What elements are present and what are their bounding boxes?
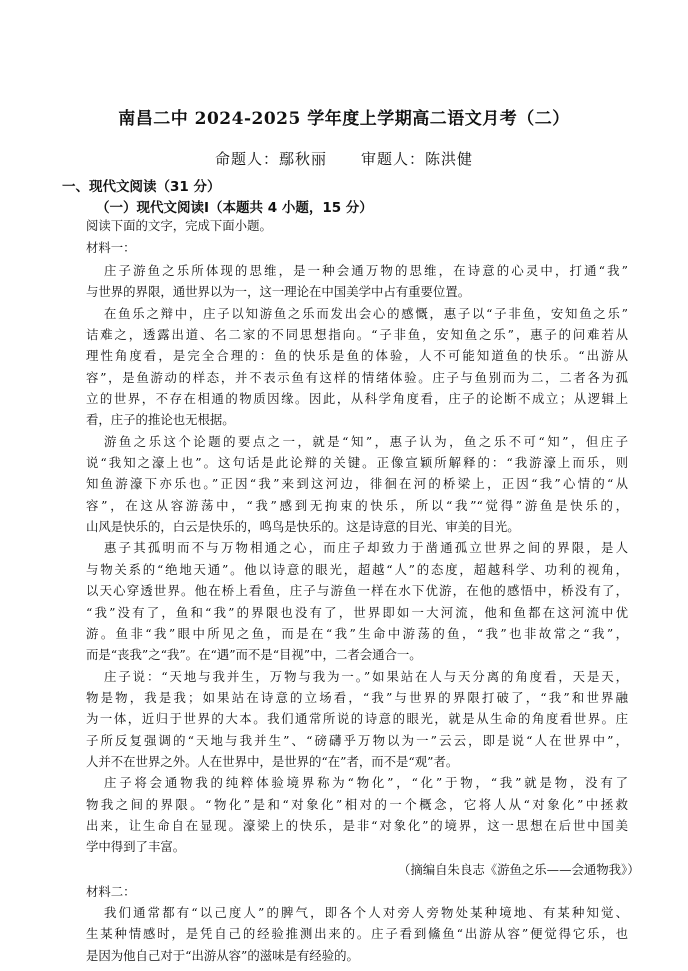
section-heading: 一、现代文阅读（31 分） [62,179,221,195]
material1-label: 材料一： [86,240,136,255]
material1-body [86,260,628,858]
paragraph-line: 容”，是鱼游动的样态，并不表示鱼有这样的情绪体验。庄子与鱼别而为二，二者各为孤 [86,369,628,385]
paragraph-line: 人并不在世界之外。人在世界中，是世界的“在”者，而不是“观”者。 [86,753,459,769]
author-line [0,148,688,169]
paragraph-line: 说“我知之濠上也”。这句话是此论辩的关键。正像宣颖所解释的：“我游濠上而乐，则 [86,455,628,471]
paragraph-line: 物我之间的界限。“物化”是和“对象化”相对的一个概念，它将人从“对象化”中拯救 [86,796,628,812]
paragraph-line: 庄子说：“天地与我并生，万物与我为一。”如果站在人与天分离的角度看，天是天， [104,668,628,684]
paragraph-line: 庄子游鱼之乐所体现的思维，是一种会通万物的思维，在诗意的心灵中，打通“我” [104,263,628,278]
paragraph-line: 山风是快乐的，白云是快乐的，鸣鸟是快乐的。这是诗意的目光、审美的目光。 [86,519,520,535]
paragraph-line: 与物关系的“绝地天通”。他以诗意的眼光，超越“人”的态度，超越科学、功利的视角， [86,561,628,577]
paragraph-line: 容”，在这从容游荡中，“我”感到无拘束的快乐，所以“我”“觉得”游鱼是快乐的， [86,497,628,513]
exam-title: 南昌二中 2024-2025 学年度上学期高二语文月考（二） [118,109,570,129]
paragraph-line: 物是物，我是我；如果站在诗意的立场看，“我”与世界的界限打破了，“我”和世界融 [86,689,628,705]
paragraph-line: 以天心穿透世界。他在桥上看鱼，庄子与游鱼一样在水下优游，在他的感悟中，桥没有了， [86,583,628,599]
paragraph-line: 诘难之，透露出道、名二家的不同思想指向。“子非鱼，安知鱼之乐”，惠子的问难若从 [86,327,628,343]
reviewer-label: 审题人：陈洪健 [361,150,474,168]
material2-label: 材料二： [86,883,136,899]
paragraph-line: 立的世界，不存在相通的物质因缘。因此，从科学角度看，庄子的论断不成立；从逻辑上 [86,391,628,407]
paragraph-line: 学中得到了丰富。 [86,839,186,855]
paragraph-line: 子所反复强调的“天地与我并生”、“磅礴乎万物以为一”云云，即是说“人在世界中”， [86,732,628,748]
paragraph-line: 是因为他自己对于“出游从容”的滋味是有经验的。 [86,947,359,963]
paragraph-line: 为一体，近归于世界的大本。我们通常所说的诗意的眼光，就是从生命的角度看世界。庄 [86,711,628,727]
paragraph-line: 看，庄子的推论也无根据。 [86,412,235,428]
material1-source: （摘编自朱良志《游鱼之乐——会通物我》） [398,862,640,878]
instruction-text: 阅读下面的文字，完成下面小题。 [86,218,272,233]
paragraph-line: 在鱼乐之辩中，庄子以知游鱼之乐而发出会心的感慨，惠子以“子非鱼，安知鱼之乐” [104,305,628,321]
paragraph-line: 游。鱼非“我”眼中所见之鱼，而是在“我”生命中游荡的鱼，“我”也非故常之“我”， [86,625,628,641]
paragraph-line: 而是“丧我”之“我”。在“遇”而不是“目视”中，二者会通合一。 [86,647,422,663]
paragraph-line: 出来，让生命自在显现。濠梁上的快乐，是非“对象化”的境界，这一思想在后世中国美 [86,817,628,833]
proposer-label: 命题人：鄢秋丽 [214,150,327,168]
paragraph-line: 我们通常都有“以己度人”的脾气，即各个人对旁人旁物处某种境地、有某种知觉、 [104,905,628,921]
paragraph-line: “我”没有了，鱼和“我”的界限也没有了，世界即如一大河流，他和鱼都在这河流中优 [86,604,628,620]
paragraph-line: 理性角度看，是完全合理的：鱼的快乐是鱼的体验，人不可能知道鱼的快乐。“出游从 [86,348,628,364]
paragraph-line: 生某种情感时，是凭自己的经验推测出来的。庄子看到鯈鱼“出游从容”便觉得它乐，也 [86,926,628,942]
subsection-heading: （一）现代文阅读Ⅰ（本题共 4 小题，15 分） [96,200,373,216]
paragraph-line: 知鱼游濠下亦乐也。”正因“我”来到这河边，徘徊在河的桥梁上，正因“我”心情的“从 [86,476,628,492]
material2-body [86,902,628,966]
paragraph-line: 与世界的界限，通世界以为一，这一理论在中国美学中占有重要位置。 [86,284,471,300]
paragraph-line: 游鱼之乐这个论题的要点之一，就是“知”，惠子认为，鱼之乐不可“知”，但庄子 [104,433,628,449]
paragraph-line: 惠子其孤明而不与万物相通之心，而庄子却致力于凿通孤立世界之间的界限，是人 [104,540,628,556]
paragraph-line: 庄子将会通物我的纯粹体验境界称为“物化”，“化”于物，“我”就是物，没有了 [104,775,628,791]
